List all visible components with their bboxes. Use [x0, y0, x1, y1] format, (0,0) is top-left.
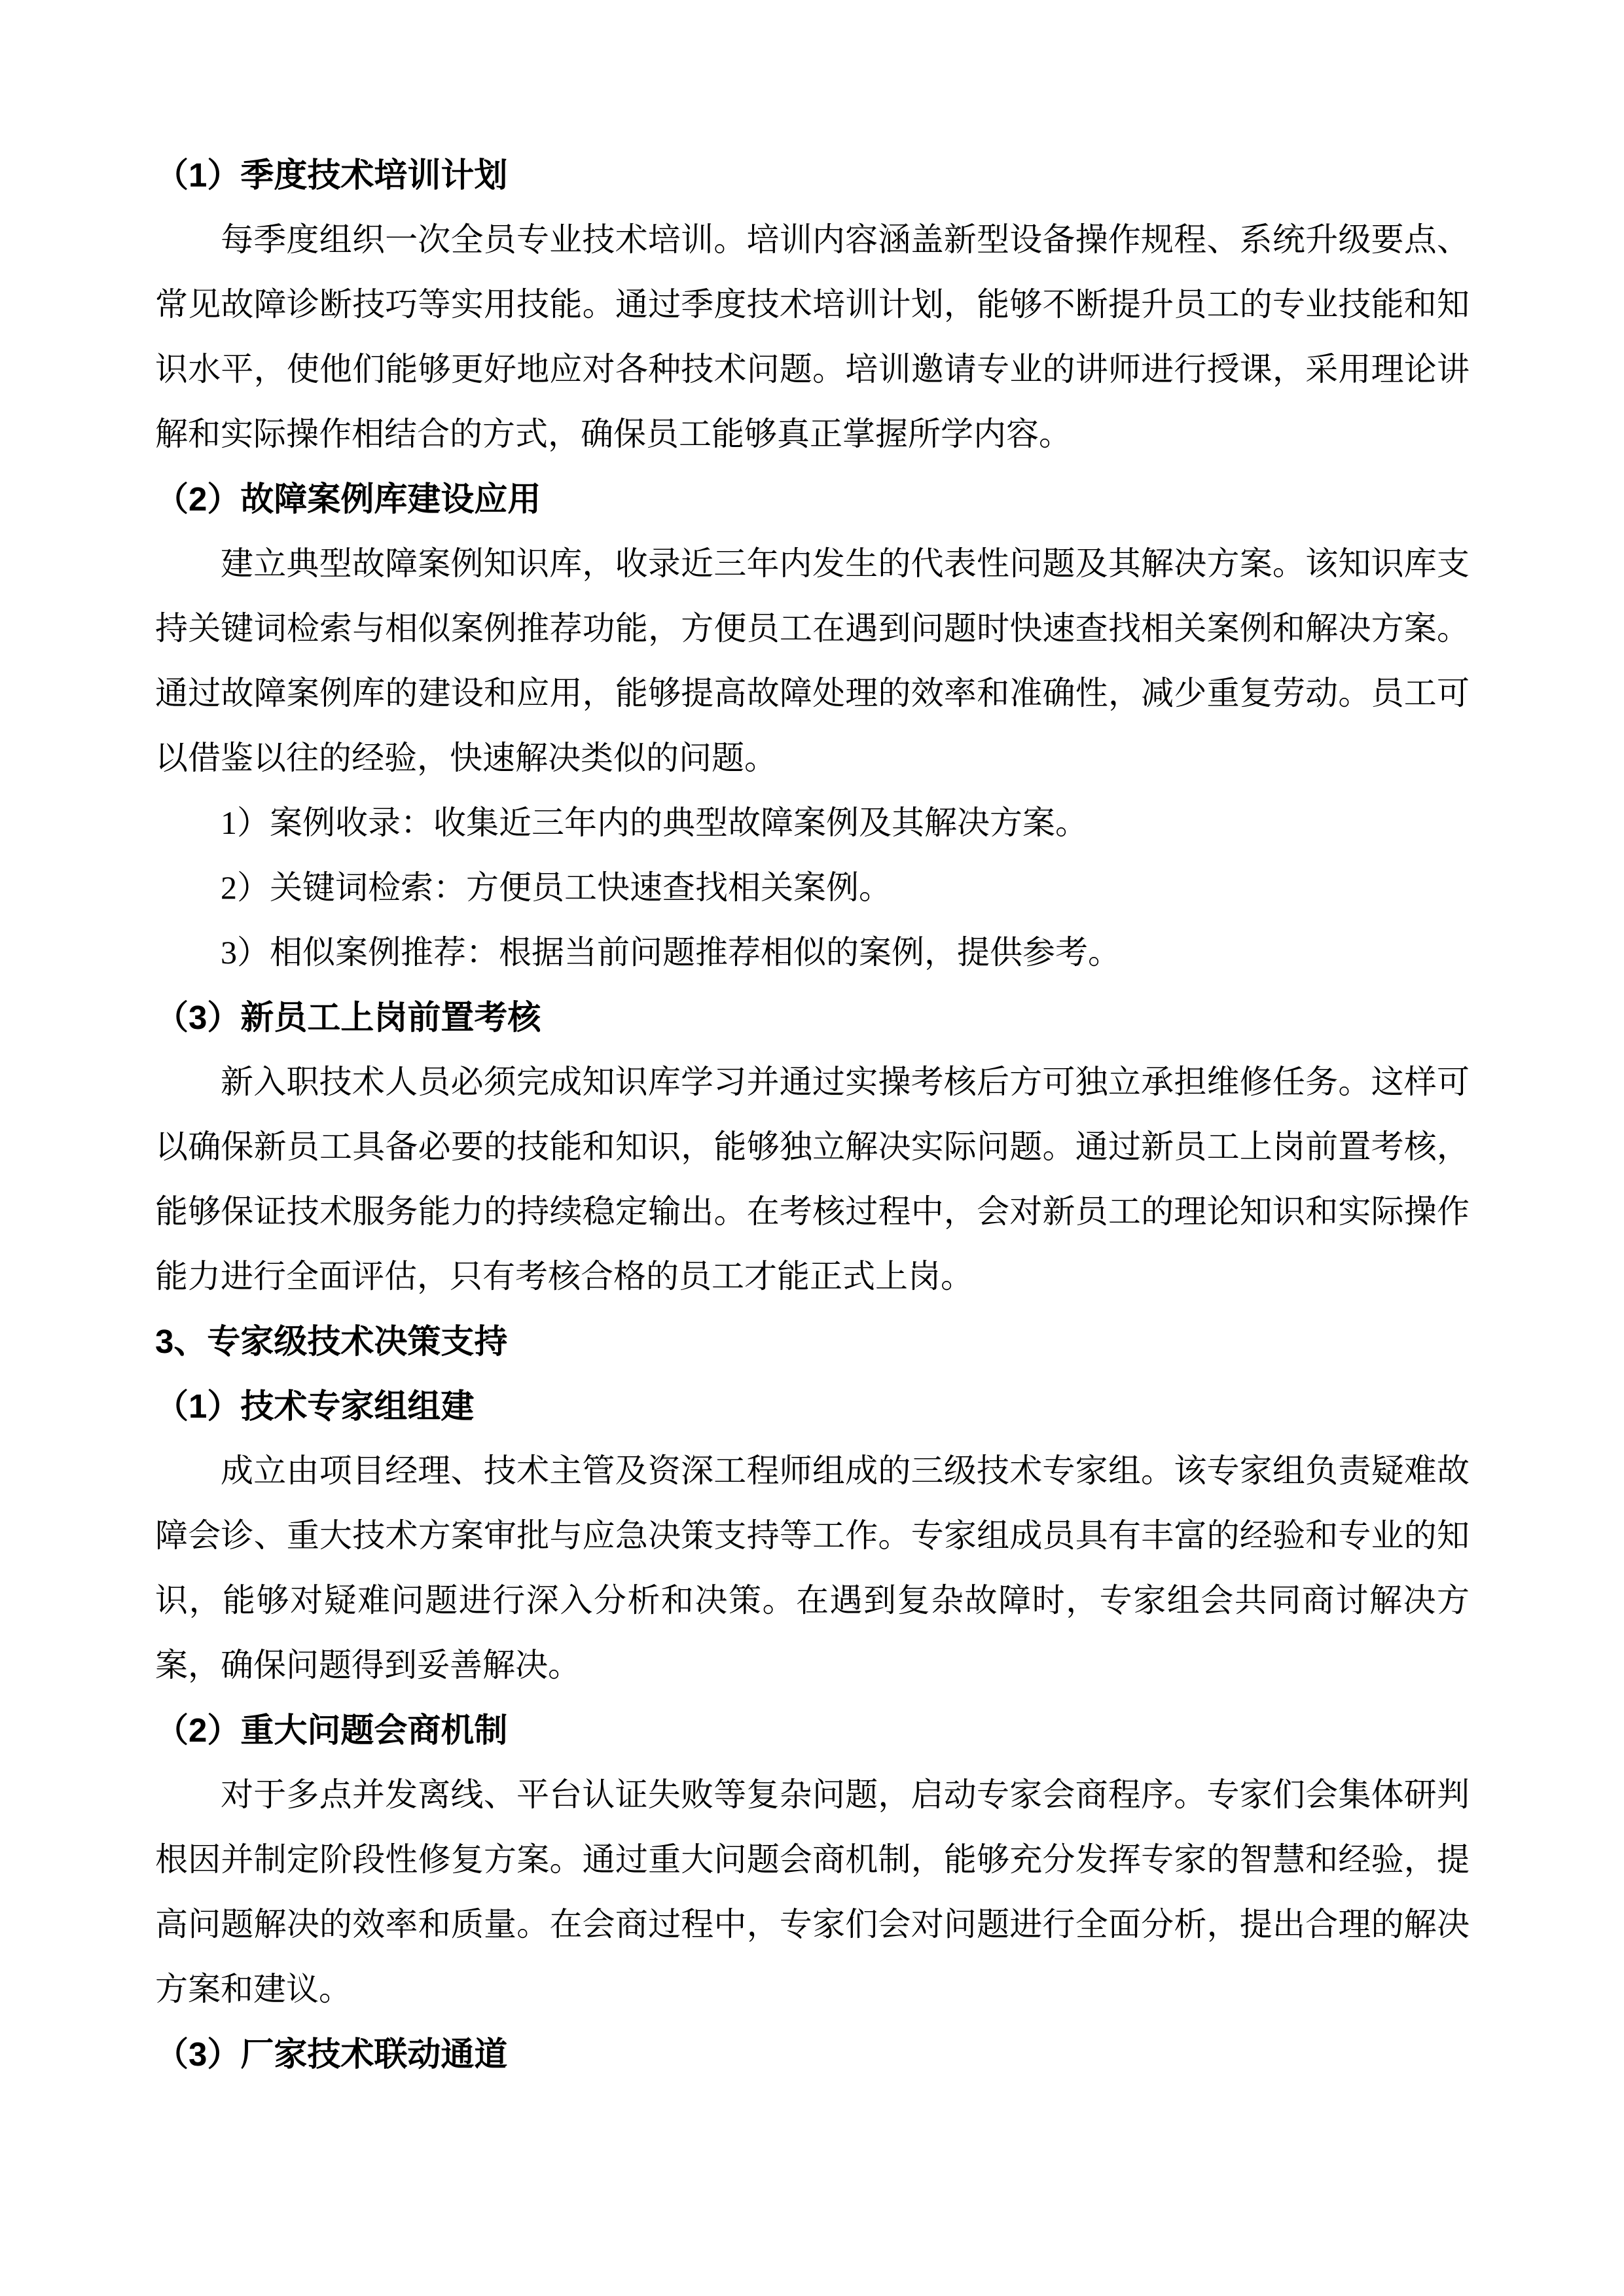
list-item-keyword-search: 2）关键词检索：方便员工快速查找相关案例。 — [221, 869, 892, 906]
list-item-case-collection: 1）案例收录：收集近三年内的典型故障案例及其解决方案。 — [221, 804, 1088, 841]
paragraph-new-employee-assessment: 新入职技术人员必须完成知识库学习并通过实操考核后方可独立承担维修任务。这样可以确保新员工具备必要的技能和知识，能够独立解决实际问题。通过新员工上岗前置考核，能够保证技术服务能力的持续稳定输出。在考核过程中，会对新员工的理论知识和实际操作能力进行全面评估，只有考核合格的员工才能正式上岗。 — [155, 1064, 1470, 1295]
heading-manufacturer-technical-linkage: （3）厂家技术联动通道 — [155, 2036, 508, 2073]
heading-major-issue-consultation: （2）重大问题会商机制 — [155, 1712, 508, 1749]
heading-expert-decision-support: 3、专家级技术决策支持 — [155, 1323, 508, 1360]
list-item-similar-case-recommendation: 3）相似案例推荐：根据当前问题推荐相似的案例，提供参考。 — [221, 934, 1121, 971]
paragraph-expert-group-formation: 成立由项目经理、技术主管及资深工程师组成的三级技术专家组。该专家组负责疑难故障会诊、重大技术方案审批与应急决策支持等工作。专家组成员具有丰富的经验和专业的知识，能够对疑难问题进行深入分析和决策。在遇到复杂故障时，专家组会共同商讨解决方案，确保问题得到妥善解决。 — [155, 1452, 1470, 1683]
paragraph-quarterly-training: 每季度组织一次全员专业技术培训。培训内容涵盖新型设备操作规程、系统升级要点、常见故障诊断技巧等实用技能。通过季度技术培训计划，能够不断提升员工的专业技能和知识水平，使他们能够更好地应对各种技术问题。培训邀请专业的讲师进行授课，采用理论讲解和实际操作相结合的方式，确保员工能够真正掌握所学内容。 — [155, 221, 1470, 452]
paragraph-major-issue-consultation: 对于多点并发离线、平台认证失败等复杂问题，启动专家会商程序。专家们会集体研判根因并制定阶段性修复方案。通过重大问题会商机制，能够充分发挥专家的智慧和经验，提高问题解决的效率和质量。在会商过程中，专家们会对问题进行全面分析，提出合理的解决方案和建议。 — [155, 1776, 1470, 2007]
heading-quarterly-training-plan: （1）季度技术培训计划 — [155, 156, 508, 194]
heading-new-employee-assessment: （3）新员工上岗前置考核 — [155, 999, 541, 1036]
paragraph-fault-case-library: 建立典型故障案例知识库，收录近三年内发生的代表性问题及其解决方案。该知识库支持关键词检索与相似案例推荐功能，方便员工在遇到问题时快速查找相关案例和解决方案。通过故障案例库的建设和应用，能够提高故障处理的效率和准确性，减少重复劳动。员工可以借鉴以往的经验，快速解决类似的问题。 — [155, 545, 1470, 776]
heading-fault-case-library: （2）故障案例库建设应用 — [155, 480, 541, 518]
heading-expert-group-formation: （1）技术专家组组建 — [155, 1388, 475, 1425]
